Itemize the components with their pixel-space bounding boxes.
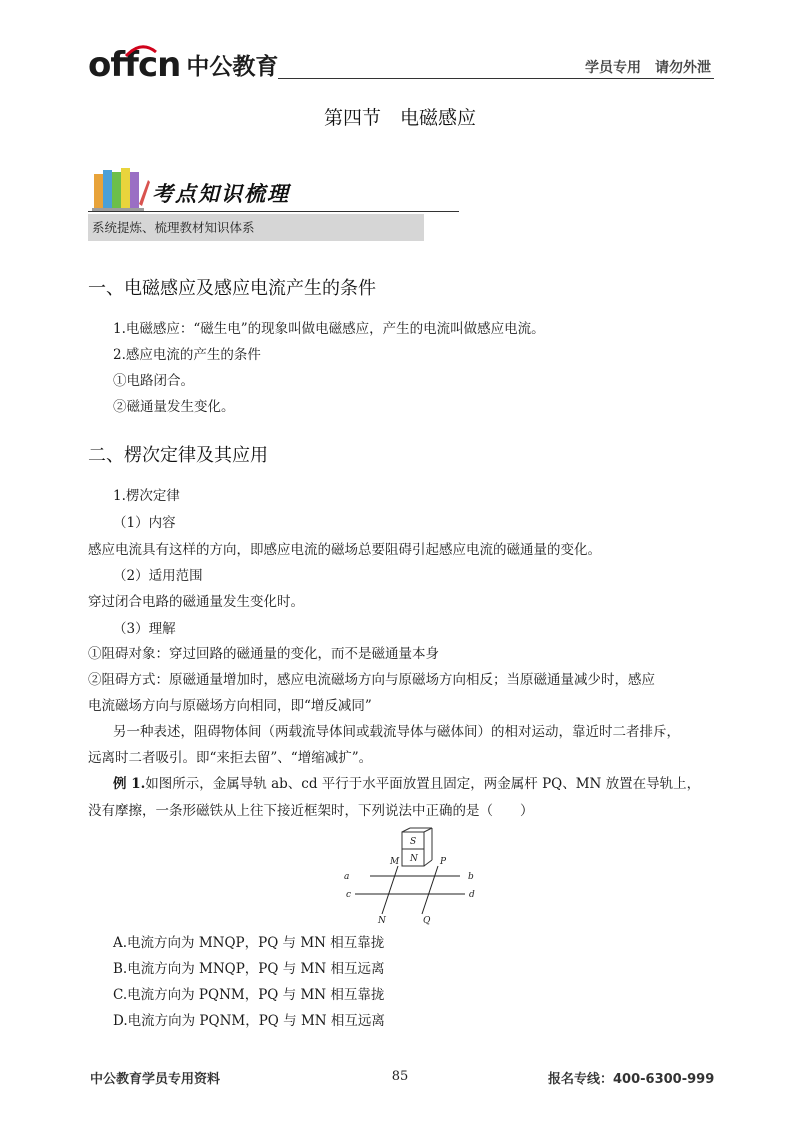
label-m: M: [390, 857, 400, 867]
heading-part1: 一、电磁感应及感应电流产生的条件: [88, 278, 376, 299]
part2-line: 电流磁场方向与原磁场方向相同，即“增反减同”: [88, 698, 372, 714]
example-label: 例 1.: [113, 776, 146, 792]
bar-magnet: [402, 828, 432, 866]
banner-title: 考点知识梳理: [152, 181, 290, 206]
page-number: 85: [391, 1069, 409, 1084]
header-tags: [585, 57, 711, 77]
header-divider: [278, 78, 714, 79]
label-c: c: [346, 890, 352, 900]
label-p: P: [440, 857, 447, 867]
label-a: a: [344, 872, 350, 882]
part1-line: 2.感应电流的产生的条件: [113, 347, 261, 363]
label-b: b: [468, 872, 474, 882]
rod-pq: [422, 866, 438, 914]
part1-line: ②磁通量发生变化。: [113, 399, 235, 415]
option-d: D.电流方向为 PQNM，PQ 与 MN 相互远离: [113, 1013, 385, 1029]
part2-line: 感应电流具有这样的方向，即感应电流的磁场总要阻碍引起感应电流的磁通量的变化。: [88, 542, 601, 558]
part2-line: （3）理解: [113, 621, 176, 637]
label-n: N: [378, 916, 386, 926]
part2-line: 远离时二者吸引。即“来拒去留”、“增缩减扩”。: [88, 750, 373, 766]
books-icon: [92, 166, 150, 212]
example-question: [113, 775, 700, 793]
header-tag-confidential: 请勿外泄: [655, 60, 711, 76]
footer-hotline: 报名专线：400-6300-999: [548, 1072, 715, 1087]
option-c: C.电流方向为 PQNM，PQ 与 MN 相互靠拢: [113, 987, 385, 1003]
part2-line: ②阻碍方式：原磁通量增加时，感应电流磁场方向与原磁场方向相反；当原磁通量减少时，感应: [88, 672, 655, 688]
option-b: B.电流方向为 MNQP，PQ 与 MN 相互远离: [113, 961, 385, 977]
footer-note: 中公教育学员专用资料: [90, 1072, 221, 1087]
part2-line: 1.楞次定律: [113, 488, 180, 504]
example-line1: 如图所示，金属导轨 ab、cd 平行于水平面放置且固定，两金属杆 PQ、MN 放置在导轨上，: [145, 776, 701, 792]
logo-arc-icon: [124, 44, 158, 58]
banner-subtitle: 系统提炼、梳理教材知识体系: [88, 214, 424, 241]
part2-line: （1）内容: [113, 515, 176, 531]
rod-mn: [382, 866, 398, 914]
logo-chinese-name: 中公教育: [186, 54, 279, 80]
heading-part2: 二、楞次定律及其应用: [88, 445, 268, 466]
logo-wordmark: offcn: [88, 45, 181, 85]
label-q: Q: [423, 916, 431, 926]
example-line2: 没有摩擦，一条形磁铁从上往下接近框架时，下列说法中正确的是（ ）: [88, 803, 534, 819]
header-tag-students: 学员专用: [585, 60, 641, 76]
page-title: 第四节 电磁感应: [323, 107, 476, 129]
rail-magnet-figure: [340, 826, 480, 926]
part2-line: 另一种表述，阻碍物体间（两载流导体间或载流导体与磁体间）的相对运动，靠近时二者排斥，: [113, 724, 680, 740]
part1-line: ①电路闭合。: [113, 373, 194, 389]
part2-line: 穿过闭合电路的磁通量发生变化时。: [88, 594, 304, 610]
part2-line: ①阻碍对象：穿过回路的磁通量的变化，而不是磁通量本身: [88, 646, 439, 662]
magnet-n-label: N: [410, 854, 418, 864]
part1-line: 1.电磁感应：“磁生电”的现象叫做电磁感应，产生的电流叫做感应电流。: [113, 321, 545, 337]
banner-divider: [88, 211, 459, 212]
label-d: d: [469, 890, 475, 900]
option-a: A.电流方向为 MNQP，PQ 与 MN 相互靠拢: [113, 935, 385, 951]
magnet-s-label: S: [410, 837, 417, 847]
brand-logo: [88, 38, 279, 85]
part2-line: （2）适用范围: [113, 568, 203, 584]
